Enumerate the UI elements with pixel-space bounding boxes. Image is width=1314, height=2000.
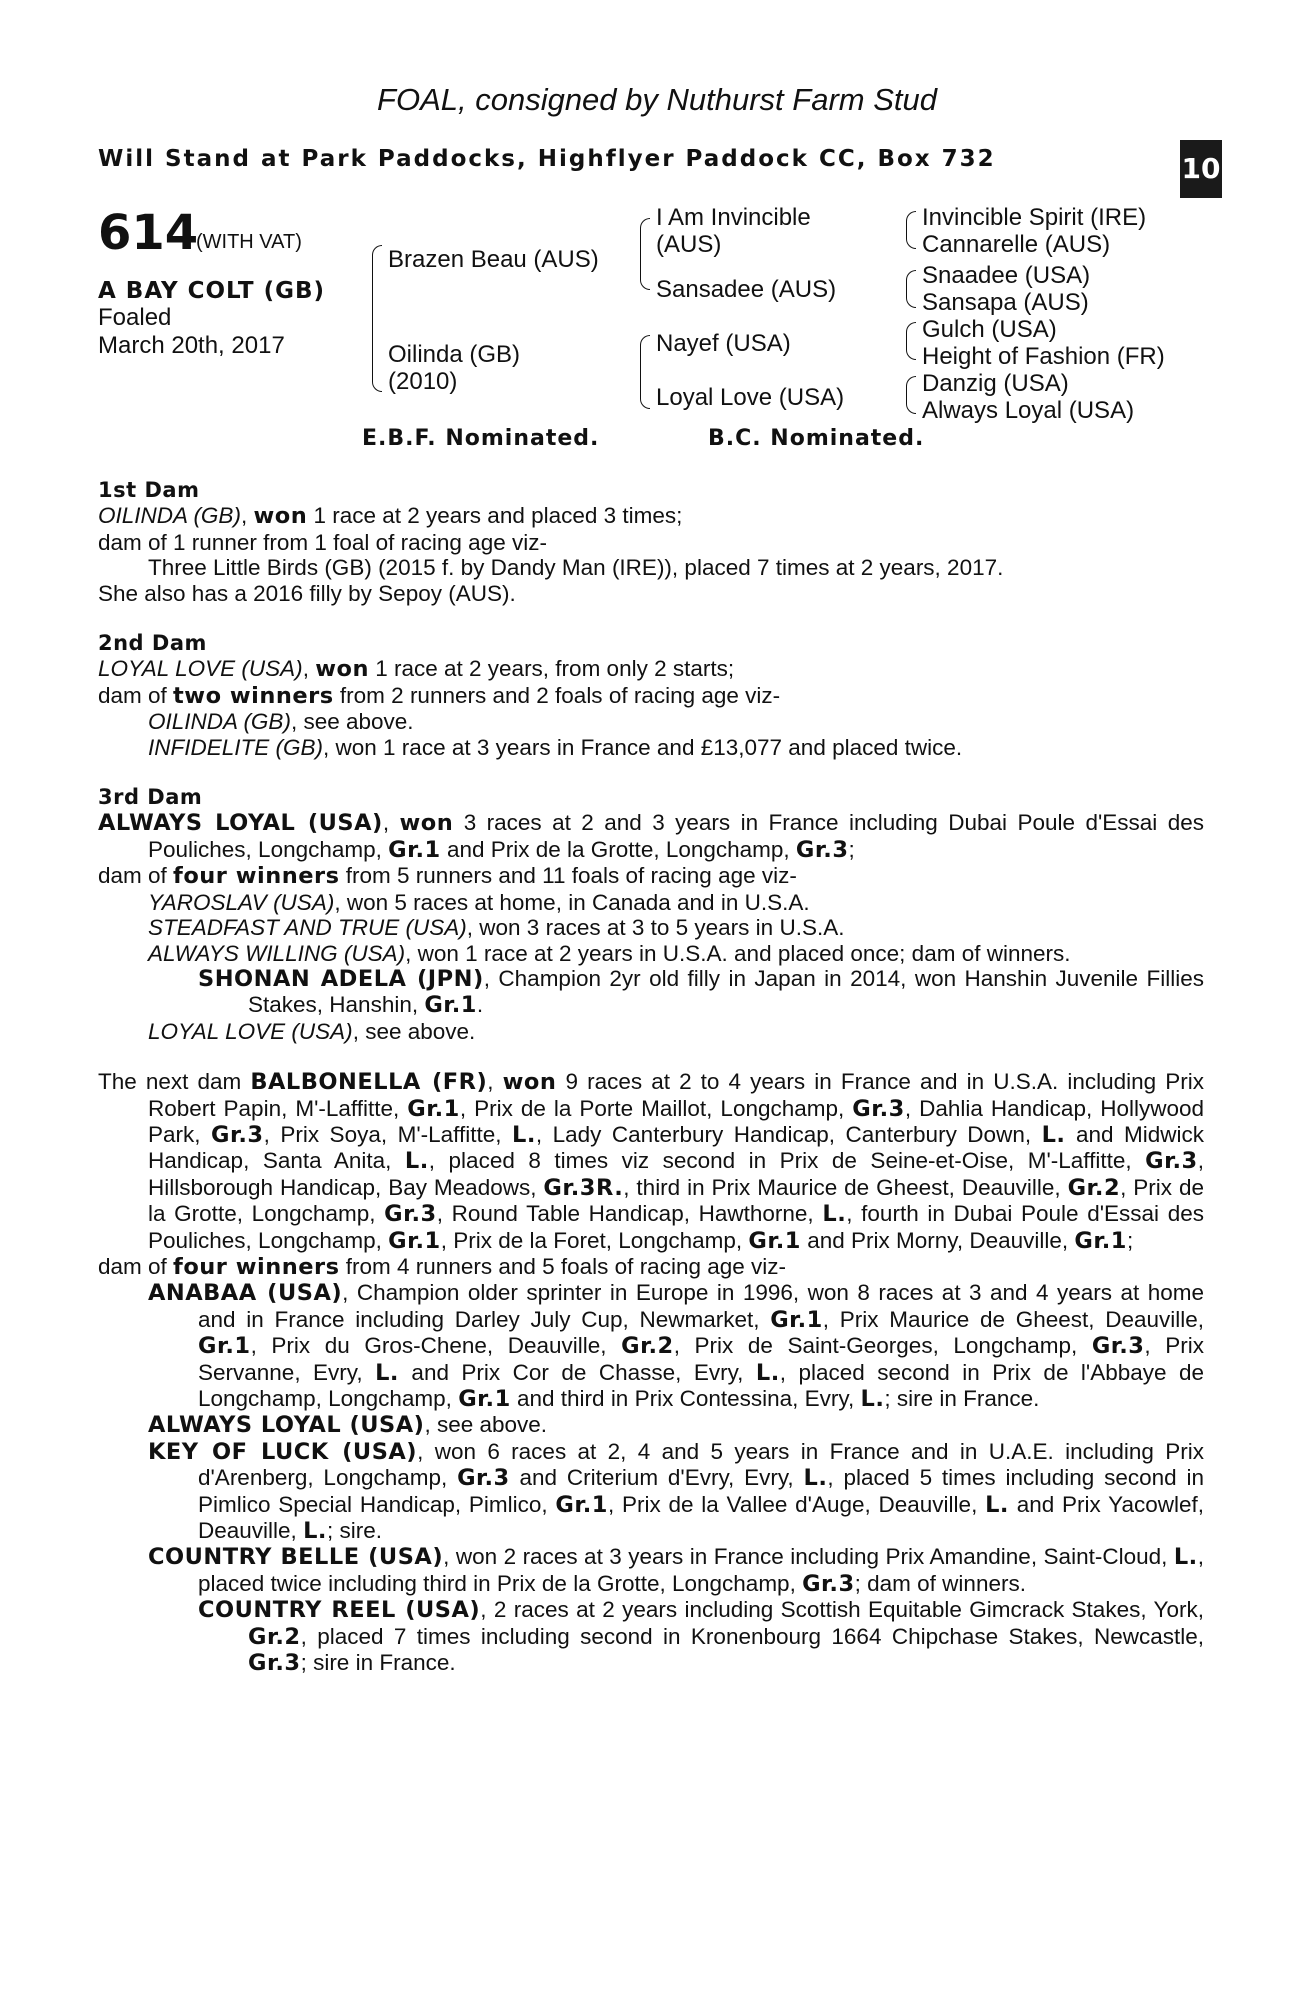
third-dam-summary: ALWAYS LOYAL (USA), won 3 races at 2 and 3 years in France including Dubai Poule d'Essai des Pouliches, Longchamp, Gr.1 and Prix de la Grotte, Longchamp, Gr.3; [98, 810, 1204, 863]
vat-note: (WITH VAT) [196, 231, 302, 253]
first-dam-heading: 1st Dam [98, 478, 200, 502]
foaled-label: Foaled [98, 304, 172, 331]
sire-dam-brace [372, 245, 382, 392]
dam-parents-brace [640, 335, 650, 409]
first-dam-summary: OILINDA (GB), won 1 race at 2 years and placed 3 times; [98, 503, 683, 530]
pedigree-sire-dam: Sansadee (AUS) [656, 276, 837, 303]
third-dam-offspring-3: ALWAYS WILLING (USA), won 1 race at 2 years in U.S.A. and placed once; dam of winners. [148, 940, 1071, 966]
pedigree-dsd: Height of Fashion (FR) [922, 343, 1165, 370]
catalogue-body [98, 478, 1204, 1676]
third-dam-offspring-1: YAROSLAV (USA), won 5 races at home, in Canada and in U.S.A. [148, 889, 810, 915]
pedigree-dam-year: (2010) [388, 368, 458, 395]
pedigree-dam-sire: Nayef (USA) [656, 330, 791, 357]
first-dam-section [98, 478, 1204, 606]
first-dam-produce-intro: dam of 1 runner from 1 foal of racing age viz- [98, 529, 547, 555]
second-dam-produce-intro: dam of two winners from 2 runners and 2 foals of racing age viz- [98, 682, 781, 709]
next-dam-produce-intro: dam of four winners from 4 runners and 5 foals of racing age viz- [98, 1253, 787, 1280]
lot-description: A BAY COLT (GB) [98, 278, 326, 304]
won-label: won [253, 503, 308, 530]
dd-brace [906, 376, 916, 414]
pedigree-sss: Invincible Spirit (IRE) [922, 204, 1147, 231]
ebf-nominated: E.B.F. Nominated. [362, 426, 600, 451]
second-dam-heading: 2nd Dam [98, 631, 207, 656]
next-dam-grand-offspring-country-reel: COUNTRY REEL (USA), 2 races at 2 years including Scottish Equitable Gimcrack Stakes, York, Gr.2, placed 7 times including second in Kronenbourg 1664 Chipchase Stakes, Newcastle, Gr.3; sire in France. [198, 1597, 1204, 1677]
pedigree-dss: Gulch (USA) [922, 316, 1057, 343]
pedigree-sire-sire-2: (AUS) [656, 231, 722, 258]
third-dam-heading: 3rd Dam [98, 785, 203, 810]
lot-number: 614 [98, 205, 199, 261]
third-dam-offspring-4: LOYAL LOVE (USA), see above. [148, 1018, 476, 1044]
second-dam-offspring-2: INFIDELITE (GB), won 1 race at 3 years in France and £13,077 and placed twice. [148, 734, 963, 760]
next-dam-summary: The next dam BALBONELLA (FR), won 9 races at 2 to 4 years in France and in U.S.A. including Prix Robert Papin, M'-Laffitte, Gr.1, Prix de la Porte Maillot, Longchamp, Gr.3, Dahlia Handicap, Hollywood Park, Gr.3, Prix Soya, M'-Laffitte, L., Lady Canterbury Handicap, Canterbury Down, L. and Midwick Handicap, Santa Anita, L., placed 8 times viz second in Prix de Seine-et-Oise, M'-Laffitte, Gr.3, Hillsborough Handicap, Bay Meadows, Gr.3R., third in Prix Maurice de Gheest, Deauville, Gr.2, Prix de la Grotte, Longchamp, Gr.3, Round Table Handicap, Hawthorne, L., fourth in Dubai Poule d'Essai des Pouliches, Longchamp, Gr.1, Prix de la Foret, Longchamp, Gr.1 and Prix Morny, Deauville, Gr.1; [98, 1069, 1205, 1254]
pedigree-sdd: Sansapa (AUS) [922, 289, 1089, 316]
foaled-date: March 20th, 2017 [98, 332, 285, 359]
dam-name: OILINDA (GB) [98, 503, 241, 529]
stand-location: Will Stand at Park Paddocks, Highflyer Paddock CC, Box 732 [98, 146, 996, 172]
third-dam-offspring-2: STEADFAST AND TRUE (USA), won 3 races at 3 to 5 years in U.S.A. [148, 915, 845, 941]
pedigree-dam-dam: Loyal Love (USA) [656, 384, 845, 411]
third-dam-section [98, 785, 1204, 1044]
page-header-title: FOAL, consigned by Nuthurst Farm Stud [377, 82, 937, 117]
pedigree-dam-name: Oilinda (GB) [388, 341, 521, 368]
bc-nominated: B.C. Nominated. [708, 426, 925, 451]
next-dam-section [98, 1069, 1204, 1676]
first-dam-offspring: Three Little Birds (GB) (2015 f. by Dandy Man (IRE)), placed 7 times at 2 years, 2017. [148, 555, 1004, 581]
next-dam-offspring-country-belle: COUNTRY BELLE (USA), won 2 races at 3 years in France including Prix Amandine, Saint-Cloud, L., placed twice including third in Prix de la Grotte, Longchamp, Gr.3; dam of winners. [148, 1544, 1204, 1597]
dam-name: LOYAL LOVE (USA) [98, 656, 303, 682]
third-dam-grand-offspring: SHONAN ADELA (JPN), Champion 2yr old filly in Japan in 2014, won Hanshin Juvenile Fillies Stakes, Hanshin, Gr.1. [198, 965, 1204, 1019]
badge-plus: + [1184, 123, 1196, 139]
pedigree-sds: Snaadee (USA) [922, 262, 1091, 289]
ss-brace [906, 211, 916, 249]
second-dam-summary: LOYAL LOVE (USA), won 1 race at 2 years, from only 2 starts; [98, 656, 735, 683]
catalogue-badge [1180, 123, 1222, 198]
next-dam-offspring-always-loyal: ALWAYS LOYAL (USA), see above. [148, 1412, 548, 1439]
first-dam-note: She also has a 2016 filly by Sepoy (AUS). [98, 580, 516, 606]
second-dam-section [98, 631, 1204, 760]
next-dam-offspring-key-of-luck: KEY OF LUCK (USA), won 6 races at 2, 4 and 5 years in France and in U.A.E. including Prix d'Arenberg, Longchamp, Gr.3 and Criterium d'Evry, Evry, L., placed 5 times including second in Pimlico Special Handicap, Pimlico, Gr.1, Prix de la Vallee d'Auge, Deauville, L. and Prix Yacowlef, Deauville, L.; sire. [148, 1438, 1204, 1545]
pedigree-dds: Danzig (USA) [922, 370, 1069, 397]
second-dam-offspring-1: OILINDA (GB), see above. [148, 709, 414, 735]
pedigree-sire: Brazen Beau (AUS) [388, 246, 599, 273]
sd-brace [906, 270, 916, 308]
pedigree-ssd: Cannarelle (AUS) [922, 231, 1111, 258]
sire-parents-brace [640, 218, 650, 290]
ds-brace [906, 322, 916, 360]
third-dam-produce-intro: dam of four winners from 5 runners and 11 foals of racing age viz- [98, 863, 797, 890]
pedigree-ddd: Always Loyal (USA) [922, 397, 1135, 424]
pedigree-sire-sire-1: I Am Invincible [656, 204, 811, 231]
badge-number: 10 [1181, 152, 1221, 185]
next-dam-offspring-anabaa: ANABAA (USA), Champion older sprinter in Europe in 1996, won 8 races at 3 and 4 years at home and in France including Darley July Cup, Newmarket, Gr.1, Prix Maurice de Gheest, Deauville, Gr.1, Prix du Gros-Chene, Deauville, Gr.2, Prix de Saint-Georges, Longchamp, Gr.3, Prix Servanne, Evry, L. and Prix Cor de Chasse, Evry, L., placed second in Prix de l'Abbaye de Longchamp, Longchamp, Gr.1 and third in Prix Contessina, Evry, L.; sire in France. [148, 1280, 1205, 1412]
